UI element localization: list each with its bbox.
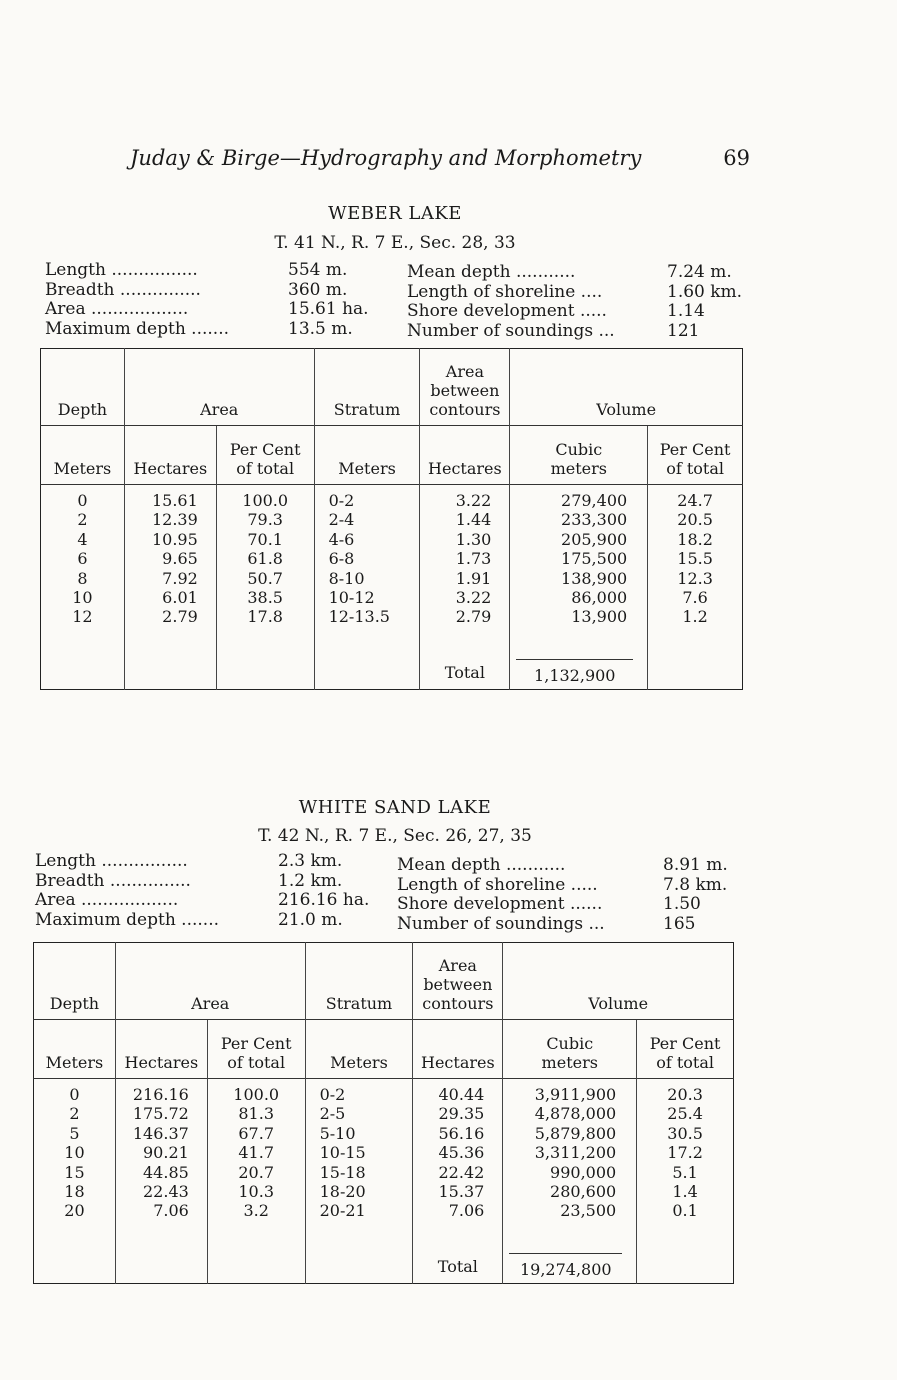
table-cell: 175.72 [132,1104,189,1124]
table-cell: 205,900 [561,529,628,549]
table-cell: 20.5 [677,510,713,530]
table-cell: 4-6 [328,529,355,549]
table-cell: 81.3 [238,1104,274,1124]
blank-cell [648,655,743,690]
column-values [116,1085,189,1221]
table-cell: 6-8 [328,549,355,569]
table-cell: 233,300 [561,510,628,530]
table-cell: 0.1 [672,1201,698,1221]
table-cell: 2-4 [328,510,355,530]
stat-label: Number of soundings ... [407,320,615,341]
stat-label: Shore development ..... [407,301,607,321]
stat-label: Length of shoreline ..... [397,874,598,895]
stat-value: 1.2 km. [278,870,343,891]
table-cell: 12-13.5 [328,607,390,627]
total-volume-value: 1,132,900 [516,659,633,685]
stat-row [407,263,752,283]
column-values [125,491,198,627]
stat-row [45,300,385,320]
blank-cell [124,655,216,690]
table-cell: 5,879,800 [534,1123,617,1143]
stat-row [407,322,752,342]
column-values [41,491,124,627]
table-cell: 20 [64,1201,85,1221]
area-percent-values [207,1079,305,1250]
table-cell: 216.16 [132,1085,189,1104]
data-body [34,1079,734,1250]
table-cell: 279,400 [561,491,628,510]
subheader-row [41,426,743,485]
stat-value: 13.5 m. [288,318,353,339]
table-cell: 20.7 [238,1162,274,1182]
table-cell: 100.0 [242,491,289,510]
table-cell: 8-10 [328,568,365,588]
volume-header: Volume [503,943,734,1020]
table-cell: 100.0 [233,1085,280,1104]
stat-value: 21.0 m. [278,909,343,930]
table-cell: 3,311,200 [534,1143,617,1163]
table-cell: 67.7 [238,1123,274,1143]
table-cell: 1.4 [672,1182,698,1202]
table-cell: 70.1 [247,529,283,549]
stat-row [35,852,380,872]
stat-label: Shore development ...... [397,894,603,914]
right-stats [407,263,752,341]
stat-value: 121 [667,320,700,341]
stat-value: 7.8 km. [663,874,728,895]
table-cell: 23,500 [560,1201,617,1221]
table-cell: 3.22 [455,588,492,608]
area-header: Area [115,943,305,1020]
blank-cell [216,655,314,690]
header-row [34,943,734,1020]
depth-values [34,1079,116,1250]
table-cell: 10-15 [319,1143,366,1163]
data-body [41,485,743,656]
stat-label: Length ................ [45,260,198,280]
table-cell: 5-10 [319,1123,356,1143]
column-values [208,1085,305,1221]
stratum-meters-header: Meters [305,1020,413,1079]
blank-cell [115,1249,207,1284]
table-cell: 4,878,000 [534,1104,617,1124]
depth-meters-header: Meters [34,1020,116,1079]
left-stats [35,852,380,930]
table-cell: 1.73 [455,549,492,569]
table-cell: 5.1 [672,1162,698,1182]
table-cell: 0 [77,491,88,510]
table-cell: 24.7 [677,491,713,510]
stratum-values [314,485,420,656]
stat-value: 1.60 km. [667,281,743,302]
table-cell: 10.3 [238,1182,274,1202]
stat-value: 8.91 m. [663,855,728,875]
stat-label: Number of soundings ... [397,913,605,934]
stat-label: Mean depth ........... [397,855,566,875]
table-cell: 2-5 [319,1104,346,1124]
table-cell: 25.4 [667,1104,703,1124]
area-hectares-header: Hectares [124,426,216,485]
table-cell: 20-21 [319,1201,366,1221]
table-cell: 990,000 [550,1162,617,1182]
table-cell: 8 [77,568,88,588]
stat-row [45,261,385,281]
table-cell: 41.7 [238,1143,274,1163]
hectares-values [115,1079,207,1250]
table-cell: 15.5 [677,549,713,569]
total-row [41,655,743,690]
table-cell: 0-2 [319,1085,346,1104]
cubic-values [510,485,648,656]
table-cell: 15.61 [151,491,198,510]
table-cell: 6.01 [162,588,198,608]
stat-row [35,872,380,892]
lake-title: WEBER LAKE [328,203,462,224]
blank-cell [41,655,125,690]
table-cell: 175,500 [561,549,628,569]
column-values [413,1085,484,1221]
morphometry-table [33,942,734,1284]
stat-label: Maximum depth ....... [45,318,229,339]
area-header: Area [124,349,314,426]
table-cell: 18-20 [319,1182,366,1202]
table-cell: 2 [77,510,88,530]
area-hectares-header: Hectares [115,1020,207,1079]
stat-value: 216.16 ha. [278,890,370,910]
table-cell: 10 [72,588,93,608]
table-cell: 6 [77,549,88,569]
table-cell: 30.5 [667,1123,703,1143]
running-title: Juday & Birge—Hydrography and Morphometry [130,146,642,170]
table-cell: 1.30 [455,529,492,549]
lake-location: T. 42 N., R. 7 E., Sec. 26, 27, 35 [258,826,532,846]
table-cell: 86,000 [571,588,628,608]
table-cell: 18.2 [677,529,713,549]
table-cell: 15.37 [438,1182,485,1202]
table-cell: 7.06 [448,1201,485,1221]
running-head [130,146,750,176]
total-label: Total [420,655,510,690]
column-values [329,491,420,627]
table-cell: 10 [64,1143,85,1163]
table-cell: 12 [72,607,93,627]
area-between-header: Area between contours [420,349,510,426]
between-values [420,485,510,656]
lake-title: WHITE SAND LAKE [298,797,492,818]
blank-cell [305,1249,413,1284]
table-cell: 44.85 [143,1162,189,1182]
table-cell: 9.65 [162,549,198,569]
column-values [217,491,314,627]
table-cell: 146.37 [132,1123,189,1143]
blank-cell [207,1249,305,1284]
table-cell: 1.44 [455,510,492,530]
table-cell: 18 [64,1182,85,1202]
total-volume [510,655,648,690]
stat-value: 1.50 [663,894,701,914]
stat-label: Area .................. [35,890,179,910]
table-cell: 22.43 [143,1182,189,1202]
table-cell: 138,900 [561,568,628,588]
blank-cell [314,655,420,690]
area-percent-header: Per Cent of total [207,1020,305,1079]
hectares-values [124,485,216,656]
column-values [648,491,742,627]
column-values [510,491,627,627]
table-cell: 15-18 [319,1162,366,1182]
header-row [41,349,743,426]
total-volume-value: 19,274,800 [509,1253,622,1279]
table-cell: 5 [69,1123,80,1143]
stratum-meters-header: Meters [314,426,420,485]
stratum-header: Stratum [314,349,420,426]
stat-value: 360 m. [288,279,348,300]
column-values [34,1085,115,1221]
stratum-values [305,1079,413,1250]
stat-value: 554 m. [288,260,348,280]
lake-location: T. 41 N., R. 7 E., Sec. 28, 33 [274,233,516,253]
cubic-values [503,1079,637,1250]
stat-row [407,302,752,322]
table-cell: 20.3 [667,1085,703,1104]
table-cell: 50.7 [247,568,283,588]
table-cell: 56.16 [438,1123,485,1143]
stat-label: Maximum depth ....... [35,909,219,930]
stat-row [407,283,752,303]
table-cell: 90.21 [143,1143,189,1163]
stat-value: 165 [663,913,696,934]
area-between-header: Area between contours [413,943,503,1020]
volume-percent-values [637,1079,734,1250]
stat-label: Length ................ [35,851,188,871]
depth-header: Depth [57,400,108,419]
stat-label: Length of shoreline .... [407,281,603,302]
table-cell: 7.6 [682,588,708,608]
right-stats [397,856,742,934]
table-cell: 3.22 [455,491,492,510]
total-label: Total [413,1249,503,1284]
area-percent-values [216,485,314,656]
table-cell: 79.3 [247,510,283,530]
subheader-row [34,1020,734,1079]
table-cell: 29.35 [438,1104,485,1124]
table-cell: 0-2 [328,491,355,510]
left-stats [45,261,385,339]
table-cell: 4 [77,529,88,549]
volume-percent-values [648,485,743,656]
table-cell: 2.79 [455,607,492,627]
stat-row [45,320,385,340]
stat-label: Mean depth ........... [407,262,576,282]
stat-row [35,891,380,911]
table-cell: 17.8 [247,607,283,627]
table-cell: 40.44 [438,1085,485,1104]
stat-row [397,895,742,915]
table-cell: 3.2 [243,1201,269,1221]
stat-row [397,856,742,876]
table-cell: 1.2 [682,607,708,627]
table-cell: 2 [69,1104,80,1124]
blank-cell [637,1249,734,1284]
between-values [413,1079,503,1250]
table-cell: 3,911,900 [534,1085,617,1104]
stat-value: 7.24 m. [667,262,732,282]
stat-row [35,911,380,931]
table-cell: 12.3 [677,568,713,588]
table-cell: 38.5 [247,588,283,608]
table-cell: 7.92 [162,568,198,588]
area-percent-header: Per Cent of total [216,426,314,485]
table-cell: 22.42 [438,1162,485,1182]
depth-header: Depth [49,994,100,1013]
table-cell: 12.39 [151,510,198,530]
stat-label: Breadth ............... [45,279,201,300]
table-cell: 280,600 [550,1182,617,1202]
page-number: 69 [723,146,750,170]
column-values [420,491,491,627]
volume-header: Volume [510,349,743,426]
table-cell: 17.2 [667,1143,703,1163]
total-volume [503,1249,637,1284]
table-cell: 13,900 [571,607,628,627]
morphometry-table [40,348,743,690]
stat-row [397,915,742,935]
volume-percent-header: Per Cent of total [648,426,743,485]
between-hectares-header: Hectares [413,1020,503,1079]
table-cell: 2.79 [162,607,198,627]
stat-value: 2.3 km. [278,851,343,871]
table-cell: 61.8 [247,549,283,569]
volume-percent-header: Per Cent of total [637,1020,734,1079]
stratum-header: Stratum [305,943,413,1020]
blank-cell [34,1249,116,1284]
column-values [503,1085,616,1221]
between-hectares-header: Hectares [420,426,510,485]
depth-meters-header: Meters [41,426,125,485]
stat-value: 15.61 ha. [288,299,369,319]
table-cell: 10.95 [151,529,198,549]
depth-values [41,485,125,656]
stat-row [397,876,742,896]
stat-label: Area .................. [45,299,189,319]
column-values [320,1085,413,1221]
table-cell: 7.06 [153,1201,189,1221]
table-cell: 1.91 [455,568,492,588]
table-cell: 10-12 [328,588,375,608]
cubic-meters-header: Cubic meters [510,426,648,485]
column-values [637,1085,733,1221]
stat-value: 1.14 [667,301,705,321]
total-row [34,1249,734,1284]
stat-row [45,281,385,301]
table-cell: 0 [69,1085,80,1104]
table-cell: 45.36 [438,1143,485,1163]
table-cell: 15 [64,1162,85,1182]
cubic-meters-header: Cubic meters [503,1020,637,1079]
stat-label: Breadth ............... [35,870,191,891]
